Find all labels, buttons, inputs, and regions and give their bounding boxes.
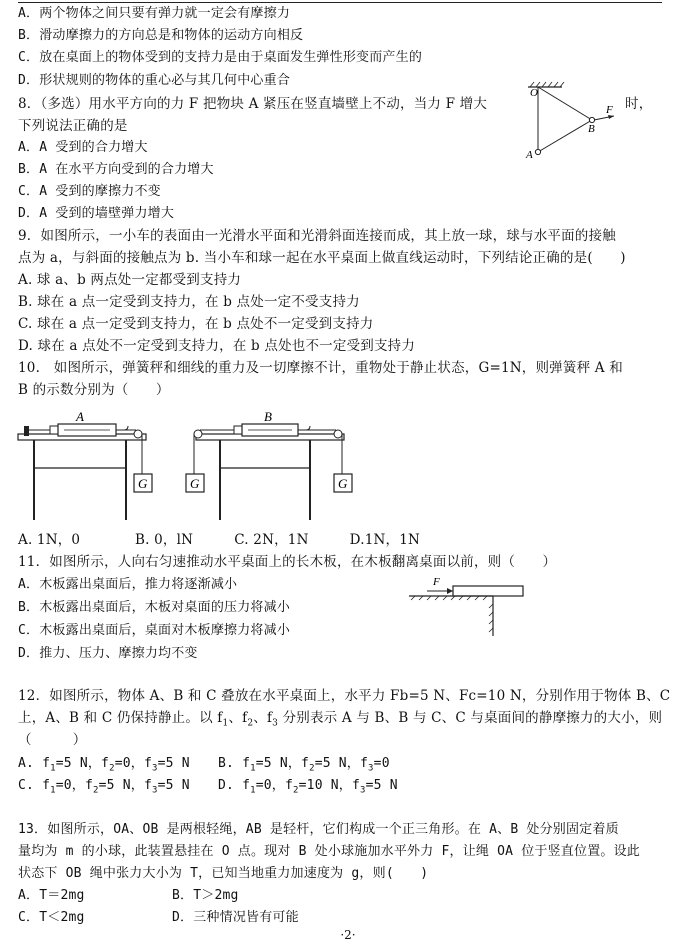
subscript: 3 xyxy=(368,763,374,774)
opt-part: =5 N，f xyxy=(314,756,369,771)
q12-text-part: 、f xyxy=(253,710,273,726)
q11-stem: 11．如图所示，人向右匀速推动水平桌面上的长木板，在木板翻离桌面以前，则（ ） xyxy=(18,554,557,570)
q9-option-c: C. 球在 a 点一定受到支持力，在 b 点处不一定受到支持力 xyxy=(18,316,374,332)
q12-text-part: 、f xyxy=(228,710,248,726)
opt-part: =5 N xyxy=(157,756,190,771)
q12-option-d xyxy=(218,778,398,799)
opt-part: =0 xyxy=(373,756,390,771)
push-force-arrowhead xyxy=(447,588,453,594)
q10-options: A. 1N，0 B. 0，lN C. 2N，1N D.1N，1N xyxy=(18,532,421,548)
q13-stem-line2: 量均为 m 的小球，此装置悬挂在 O 点。现对 B 处小球施加水平外力 F，让绳 OA 位于竖直位置。设此 xyxy=(18,844,641,859)
q13-stem-line3: 状态下 OB 绳中张力大小为 T，已知当地重力加速度为 g，则( ) xyxy=(18,866,429,881)
spring-end xyxy=(234,426,242,434)
subscript: 3 xyxy=(360,785,366,796)
subscript: 2 xyxy=(309,763,315,774)
q13-option-d: D．三种情况皆有可能 xyxy=(172,910,299,925)
subscript: 1 xyxy=(50,785,56,796)
q12-option-b xyxy=(218,756,390,777)
q13-option-b: B．T＞2mg xyxy=(172,888,239,903)
q11-option-c: C．木板露出桌面后，桌面对木板摩擦力将减小 xyxy=(18,623,291,638)
q12-stem-line2 xyxy=(18,710,662,732)
spring-end xyxy=(50,426,58,434)
q8-option-c: C．A 受到的摩擦力不变 xyxy=(18,184,161,199)
opt-part: =5 N xyxy=(157,778,190,793)
q9-stem-line1: 9．如图所示，一小车的表面由一光滑水平面和光滑斜面连接而成，其上放一球，球与水平面的接触 xyxy=(18,228,616,244)
q9-option-a: A. 球 a、b 两点处一定都受到支持力 xyxy=(18,272,242,288)
opt-part: B. f xyxy=(218,756,251,771)
q9-option-b: B. 球在 a 点一定受到支持力，在 b 点处一定不受支持力 xyxy=(18,294,360,310)
subscript: 1 xyxy=(222,718,229,729)
label-g: G xyxy=(338,476,348,491)
subscript: 3 xyxy=(272,718,279,729)
q13-option-a: A．T＝2mg xyxy=(18,888,85,903)
label-f: F xyxy=(606,104,613,116)
subscript: 1 xyxy=(250,763,256,774)
opt-part: =5 N xyxy=(365,778,398,793)
q10-stem-line2: B 的示数分别为（ ） xyxy=(18,382,170,398)
q10-figure-left xyxy=(14,408,174,524)
label-b: B xyxy=(264,409,272,424)
q8-figure xyxy=(520,80,620,162)
label-a: A xyxy=(76,409,84,424)
subscript: 1 xyxy=(50,763,56,774)
ball-b xyxy=(589,117,594,122)
q11-option-d: D．推力、压力、摩擦力均不变 xyxy=(18,646,198,661)
q7-option-d: D．形状规则的物体的重心必与其几何中心重合 xyxy=(18,73,291,88)
opt-part: =5 N，f xyxy=(255,756,310,771)
q13-option-c: C．T＜2mg xyxy=(18,910,85,925)
pulley-left xyxy=(194,430,202,438)
q8-stem-line1-end: 时， xyxy=(625,96,653,112)
q11-figure xyxy=(405,574,535,640)
q9-option-d: D. 球在 a 点处不一定受到支持力，在 b 点处也不一定受到支持力 xyxy=(18,338,416,354)
page-number: ·2· xyxy=(340,928,356,942)
label-a: A xyxy=(526,149,533,161)
hook xyxy=(116,426,128,430)
label-f: F xyxy=(433,576,440,588)
q8-option-d: D．A 受到的墙壁弹力增大 xyxy=(18,206,175,221)
q9-stem-line2: 点为 a，与斜面的接触点为 b. 当小车和球一起在水平桌面上做直线运动时，下列结论正确的是( ) xyxy=(18,250,626,266)
pulley-right xyxy=(334,430,342,438)
opt-part: C. f xyxy=(18,778,51,793)
opt-part: D. f xyxy=(218,778,251,793)
subscript: 2 xyxy=(293,785,299,796)
subscript: 2 xyxy=(247,718,254,729)
subscript: 3 xyxy=(151,785,158,796)
q12-text-part: 分别表示 A 与 B、B 与 C、C 与桌面间的静摩擦力的大小，则 xyxy=(278,710,663,726)
q12-text-part: 上，A、B 和 C 仍保持静止。以 f xyxy=(18,710,223,726)
q10-stem-line1: 10. 如图所示，弹簧秤和细线的重力及一切摩擦不计，重物处于静止状态，G=1N，则弹簧秤 A 和 xyxy=(18,360,623,376)
rod-ab xyxy=(538,120,592,152)
opt-part: =0，f xyxy=(114,756,152,771)
pulley xyxy=(134,430,142,438)
label-g: G xyxy=(138,476,148,491)
opt-part: =10 N，f xyxy=(298,778,361,793)
q7-option-a: A．两个物体之间只要有弹力就一定会有摩擦力 xyxy=(18,6,291,21)
q12-option-c xyxy=(18,778,190,799)
wall-anchor xyxy=(24,426,29,436)
ball-a xyxy=(535,149,540,154)
subscript: 1 xyxy=(250,785,256,796)
opt-part: =5 N，f xyxy=(55,756,110,771)
subscript: 2 xyxy=(109,763,115,774)
q11-option-b: B．木板露出桌面后，木板对桌面的压力将减小 xyxy=(18,600,291,615)
opt-part: =0，f xyxy=(55,778,94,793)
opt-part: =0，f xyxy=(255,778,294,793)
q7-option-b: B．滑动摩擦力的方向总是和物体的运动方向相反 xyxy=(18,28,304,43)
q8-stem-line1: 8．（多选）用水平方向的力 F 把物块 A 紧压在竖直墙壁上不动，当力 F 增大 xyxy=(18,96,488,112)
header-rule xyxy=(18,2,662,3)
opt-part: A. f xyxy=(18,756,51,771)
opt-part: =5 N，f xyxy=(98,778,152,793)
q8-option-b: B．A 在水平方向受到的合力增大 xyxy=(18,162,214,177)
label-o: O xyxy=(530,87,538,99)
q8-option-a: A．A 受到的合力增大 xyxy=(18,140,148,155)
q12-option-a xyxy=(18,756,190,777)
q12-stem-line3: （ ） xyxy=(18,732,87,748)
subscript: 2 xyxy=(93,785,99,796)
q13-stem-line1: 13．如图所示，OA、OB 是两根轻绳，AB 是轻杆，它们构成一个正三角形。在 A、B 处分别固定着质 xyxy=(18,822,619,837)
hook xyxy=(298,426,310,430)
label-b: B xyxy=(588,123,595,135)
q7-option-c: C．放在桌面上的物体受到的支持力是由于桌面发生弹性形变而产生的 xyxy=(18,50,423,65)
rope-ob xyxy=(538,87,592,120)
edge-hatch xyxy=(489,604,493,632)
q11-option-a: A．木板露出桌面后，推力将逐渐减小 xyxy=(18,577,238,592)
label-g: G xyxy=(190,476,200,491)
q10-figure-right xyxy=(180,408,360,524)
long-board xyxy=(453,586,523,596)
q12-stem-line1: 12．如图所示，物体 A、B 和 C 叠放在水平桌面上，水平力 Fb=5 N、Fc=10 N，分别作用于物体 B、C xyxy=(18,688,671,704)
subscript: 3 xyxy=(151,763,158,774)
q8-stem-line2: 下列说法正确的是 xyxy=(18,118,128,134)
